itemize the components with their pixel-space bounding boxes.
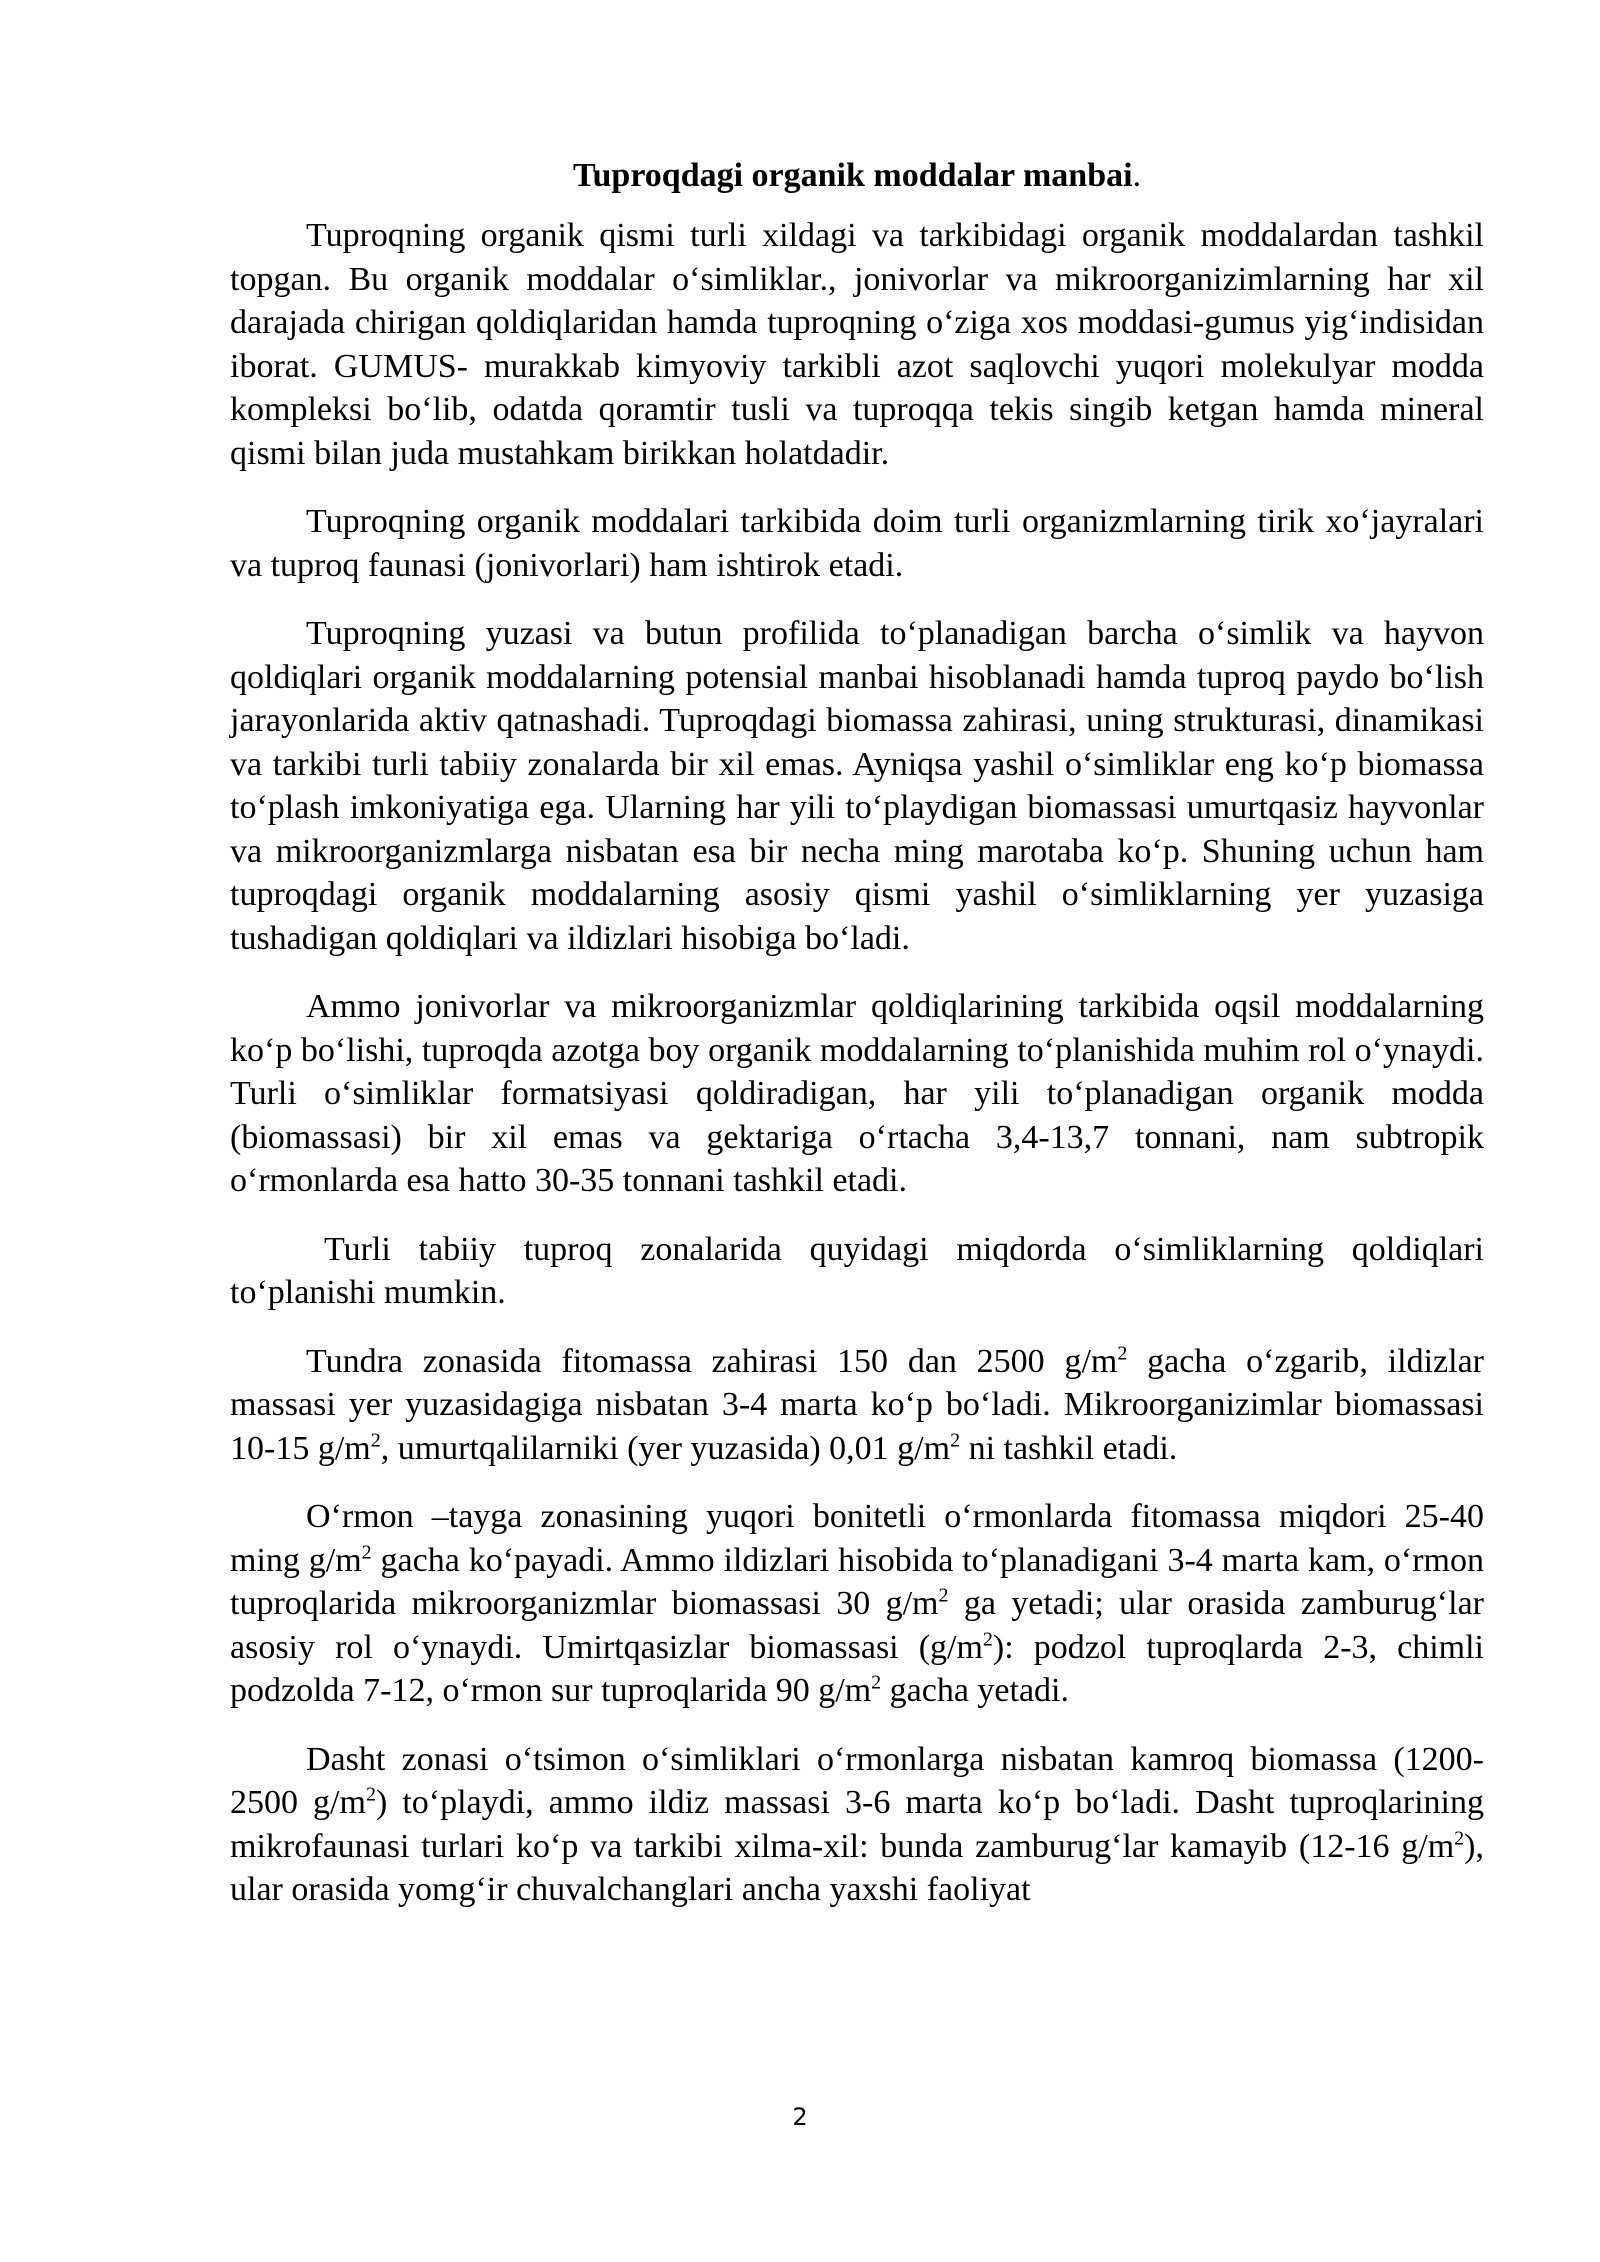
paragraph-8-part-1: Dasht zonasi o‘tsimon o‘simliklari o‘rmonlarga nisbatan kamroq biomassa (1200-2500 g/m [230, 1740, 1484, 1821]
paragraph-7-part-3: ga yetadi; ular orasida zamburug‘lar asosiy rol o‘ynaydi. Umirtqasizlar biomassasi (g/m [230, 1585, 1484, 1666]
superscript: 2 [365, 1783, 376, 1806]
paragraph-5: Turli tabiiy tuproq zonalarida quyidagi miqdorda o‘simliklarning qoldiqlari to‘planishi mumkin. [230, 1230, 1484, 1311]
page-title-text: Tuproqdagi organik moddalar manbai [572, 157, 1133, 194]
superscript: 2 [871, 1671, 882, 1694]
paragraph-6-part-1: Tundra zonasida fitomassa zahirasi 150 dan 2500 g/m [306, 1342, 1118, 1380]
superscript: 2 [950, 1429, 961, 1452]
paragraph-7-part-5: gacha yetadi. [881, 1672, 1070, 1709]
paragraph-8-part-3: ), ular orasida yomg‘ir chuvalchanglari ancha yaxshi faoliyat [230, 1827, 1484, 1908]
document-body [230, 150, 1484, 1912]
superscript: 2 [370, 1429, 381, 1452]
paragraph-6 [230, 1340, 1484, 1471]
paragraph-8-part-2: ) to‘playdi, ammo ildiz massasi 3-6 marta ko‘p bo‘ladi. Dasht tuproqlarining mikrofaunasi turlari ko‘p va tarkibi xilma-xil: bunda zamburug‘lar kamayib (12-16 g/m [230, 1784, 1484, 1865]
paragraph-7 [230, 1495, 1484, 1713]
superscript: 2 [938, 1584, 949, 1607]
paragraph-6-part-2: gacha o‘zgarib, ildizlar massasi yer yuzasidagiga nisbatan 3-4 marta ko‘p bo‘ladi. Mikroorganizimlar biomassasi 10-15 g/m [230, 1342, 1484, 1467]
superscript: 2 [361, 1541, 372, 1564]
paragraph-7-part-4: ): podzol tuproqlarda 2-3, chimli podzolda 7-12, o‘rmon sur tuproqlarida 90 g/m [230, 1628, 1484, 1709]
paragraph-7-part-1: O‘rmon –tayga zonasining yuqori bonitetli o‘rmonlarda fitomassa miqdori 25-40 ming g/m [230, 1498, 1484, 1579]
superscript: 2 [1117, 1342, 1128, 1365]
page-number: 2 [792, 2103, 808, 2131]
paragraph-1: Tuproqning organik qismi turli xildagi va tarkibidagi organik moddalardan tashkil topgan. Bu organik moddalar o‘simliklar., jonivorlar va mikroorganizimlarning har xil darajada chirigan qoldiqlaridan hamda tuproqning o‘ziga xos moddasi-gumus yig‘indisidan iborat. GUMUS- murakkab kimyoviy tarkibli azot saqlovchi yuqori molekulyar modda kompleksi bo‘lib, odatda qoramtir tusli va tuproqqa tekis singib ketgan hamda mineral qismi bilan juda mustahkam birikkan holatdadir. [230, 217, 1484, 472]
paragraph-2: Tuproqning organik moddalari tarkibida doim turli organizmlarning tirik xo‘jayralari va tuproq faunasi (jonivorlari) ham ishtirok etadi. [230, 503, 1484, 584]
paragraph-6-part-4: ni tashkil etadi. [960, 1429, 1178, 1467]
paragraph-6-part-3: , umurtqalilarniki (yer yuzasida) 0,01 g/m [380, 1429, 951, 1467]
paragraph-8 [230, 1738, 1484, 1912]
page-title [230, 150, 1484, 202]
paragraph-4: Ammo jonivorlar va mikroorganizmlar qoldiqlarining tarkibida oqsil moddalarning ko‘p bo‘lishi, tuproqda azotga boy organik moddalarning to‘planishida muhim rol o‘ynaydi. Turli o‘simliklar formatsiyasi qoldiradigan, har yili to‘planadigan organik modda (biomassasi) bir xil emas va gektariga o‘rtacha 3,4-13,7 tonnani, nam subtropik o‘rmonlarda esa hatto 30-35 tonnani tashkil etadi. [230, 988, 1484, 1199]
paragraph-3: Tuproqning yuzasi va butun profilida to‘planadigan barcha o‘simlik va hayvon qoldiqlari organik moddalarning potensial manbai hisoblanadi hamda tuproq paydo bo‘lish jarayonlarida aktiv qatnashadi. Tuproqdagi biomassa zahirasi, uning strukturasi, dinamikasi va tarkibi turli tabiiy zonalarda bir xil emas. Ayniqsa yashil o‘simliklar eng ko‘p biomassa to‘plash imkoniyatiga ega. Ularning har yili to‘playdigan biomassasi umurtqasiz hayvonlar va mikroorganizmlarga nisbatan esa bir necha ming marotaba ko‘p. Shuning uchun ham tuproqdagi organik moddalarning asosiy qismi yashil o‘simliklarning yer yuzasiga tushadigan qoldiqlari va ildizlari hisobiga bo‘ladi. [230, 615, 1484, 957]
paragraph-7-part-2: gacha ko‘payadi. Ammo ildizlari hisobida to‘planadigani 3-4 marta kam, o‘rmon tuproqlarida mikroorganizmlar biomassasi 30 g/m [230, 1541, 1484, 1622]
superscript: 2 [982, 1628, 993, 1651]
superscript: 2 [1454, 1827, 1465, 1850]
title-period: . [1132, 157, 1142, 194]
